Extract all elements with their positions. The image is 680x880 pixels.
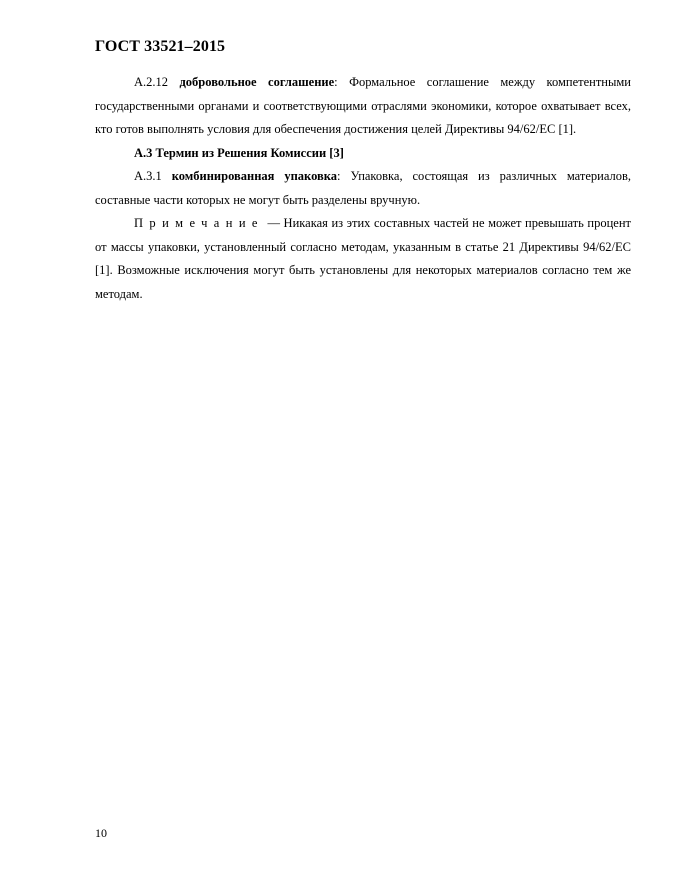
definition-paragraph-a-2-12 <box>95 71 631 142</box>
clause-number: А.2.12 <box>134 75 169 89</box>
clause-number: А.3.1 <box>134 169 162 183</box>
note-text: — Никакая из этих составных частей не может превышать процент от массы упаковки, установленный согласно методам, указанным в статье 21 Директивы 94/62/ЕС [1]. Возможные исключения могут быть установлены для некоторых материалов согласно тем же методам. <box>95 216 631 301</box>
defined-term: добровольное соглашение <box>179 75 335 89</box>
definition-text: : Упаковка, состоящая из различных материалов, составные части которых не могут быть разделены вручную. <box>95 169 631 207</box>
page-number: 10 <box>95 826 107 840</box>
defined-term: комбинированная упаковка <box>171 169 338 183</box>
document-header-title: ГОСТ 33521–2015 <box>95 38 226 55</box>
note-label: Примечание <box>134 216 264 230</box>
document-body <box>95 71 631 306</box>
definition-paragraph-a-3-1 <box>95 165 631 212</box>
section-heading-a-3: А.3 Термин из Решения Комиссии [3] <box>134 145 344 160</box>
definition-text: : Формальное соглашение между компетентными государственными органами и соответствующими отраслями экономики, которое охватывает всех, кто готов выполнять условия для обеспечения достижения целей Директивы 94/62/ЕС [1]. <box>95 75 631 136</box>
note-paragraph <box>95 212 631 306</box>
